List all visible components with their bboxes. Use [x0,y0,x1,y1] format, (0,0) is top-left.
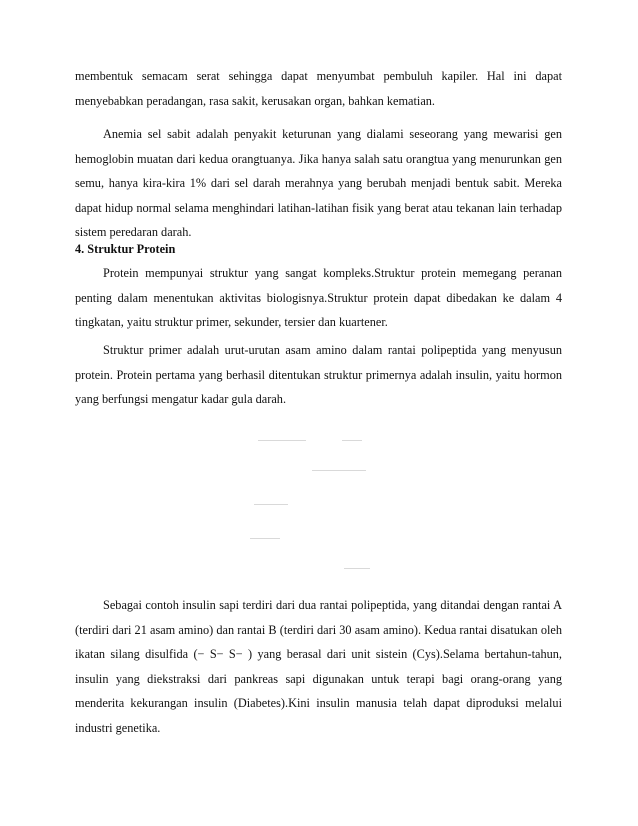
paragraph-anemia: Anemia sel sabit adalah penyakit keturunan yang dialami seseorang yang mewarisi gen hemoglobin muatan dari kedua orangtuanya. Jika hanya salah satu orangtua yang menurunkan gen semu, hanya kira-kira 1% dari sel darah merahnya yang berubah menjadi bentuk sabit. Mereka dapat hidup normal selama menghindari latihan-latihan fisik yang berat atau tekanan lain terhadap sistem peredaran darah. [75,127,562,239]
figure-line [258,440,306,441]
figure-line [250,538,280,539]
figure-line [342,440,362,441]
figure-line [312,470,366,471]
section-heading: 4. Struktur Protein [75,242,176,256]
figure-line [254,504,288,505]
faded-insulin-figure [240,430,400,580]
paragraph-protein-structure: Protein mempunyai struktur yang sangat kompleks.Struktur protein memegang peranan penting dalam menentukan aktivitas biologisnya.Struktur protein dapat dibedakan ke dalam 4 tingkatan, yaitu struktur primer, sekunder, tersier dan kuartener. [75,266,562,329]
paragraph-insulin-example: Sebagai contoh insulin sapi terdiri dari dua rantai polipeptida, yang ditandai dengan rantai A (terdiri dari 21 asam amino) dan rantai B (terdiri dari 30 asam amino). Kedua rantai disatukan oleh ikatan silang disulfida (− S− S− ) yang berasal dari unit sistein (Cys).Selama bertahun-tahun, insulin yang diekstraksi dari pankreas sapi digunakan untuk terapi bagi orang-orang yang menderita kekurangan insulin (Diabetes).Kini insulin manusia telah dapat diproduksi melalui industri genetika. [75,598,562,735]
figure-line [344,568,370,569]
paragraph-continuation: membentuk semacam serat sehingga dapat menyumbat pembuluh kapiler. Hal ini dapat menyebabkan peradangan, rasa sakit, kerusakan organ, bahkan kematian. [75,69,562,108]
paragraph-primary-structure: Struktur primer adalah urut-urutan asam amino dalam rantai polipeptida yang menyusun protein. Protein pertama yang berhasil ditentukan struktur primernya adalah insulin, yaitu hormon yang berfungsi mengatur kadar gula darah. [75,343,562,406]
